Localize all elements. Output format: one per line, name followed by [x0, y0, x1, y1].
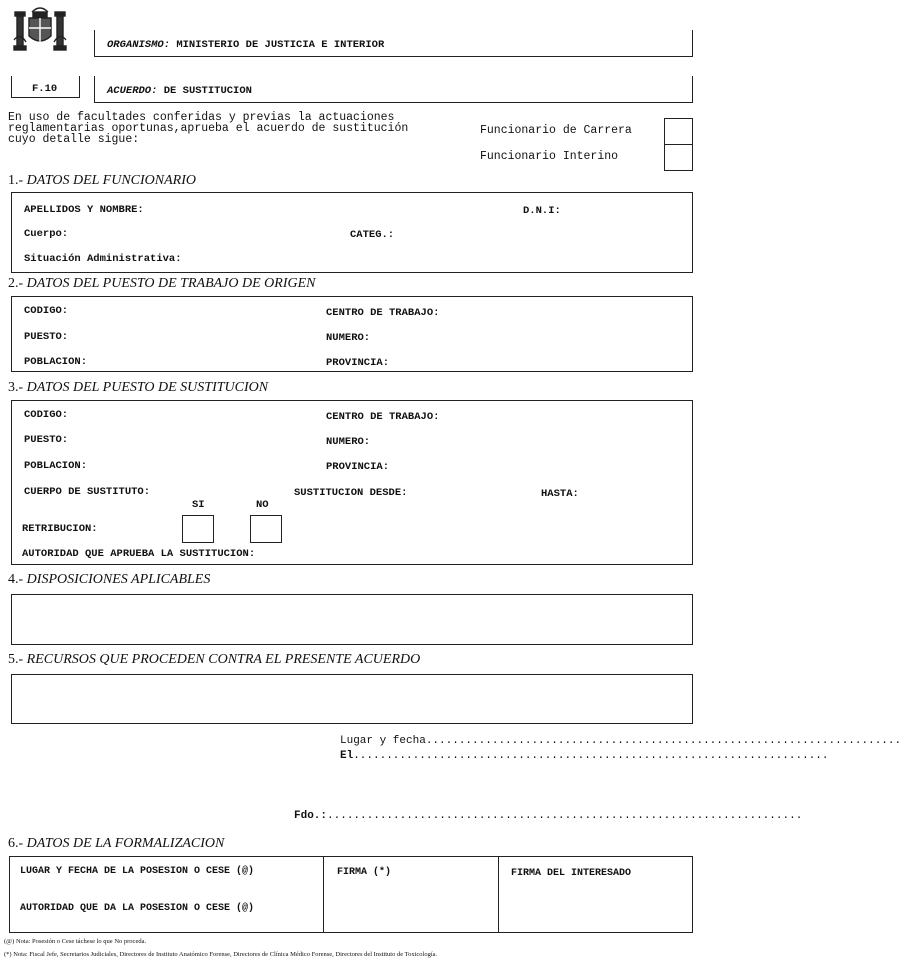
- formalizacion-divider-2: [498, 856, 499, 933]
- section-2-title: DATOS DEL PUESTO DE TRABAJO DE ORIGEN: [26, 276, 316, 291]
- autoridad-posesion-field[interactable]: AUTORIDAD QUE DA LA POSESION O CESE (@): [20, 903, 255, 914]
- dni-field[interactable]: D.N.I:: [523, 205, 561, 217]
- organismo-field[interactable]: [107, 39, 384, 51]
- cuerpo-field[interactable]: Cuerpo:: [24, 228, 69, 240]
- sust-codigo-field[interactable]: CODIGO:: [24, 409, 69, 421]
- origen-poblacion-field[interactable]: POBLACION:: [24, 356, 88, 368]
- sust-poblacion-field[interactable]: POBLACION:: [24, 460, 88, 472]
- section-3-box: [11, 400, 693, 565]
- checkbox-interino[interactable]: [664, 144, 693, 171]
- acuerdo-value: DE SUSTITUCION: [163, 85, 252, 97]
- section-2-heading: [8, 276, 315, 292]
- fdo-label: Fdo.:: [294, 810, 328, 822]
- checkbox-retribucion-si[interactable]: [182, 515, 214, 543]
- section-6-heading: [8, 836, 224, 852]
- origen-puesto-field[interactable]: PUESTO:: [24, 331, 69, 343]
- intro-line-3: cuyo detalle sigue:: [8, 133, 140, 146]
- coat-of-arms-emblem: [12, 2, 68, 56]
- retribucion-label: RETRIBUCION:: [22, 523, 98, 535]
- opt-carrera-label: Funcionario de Carrera: [480, 124, 632, 137]
- origen-codigo-field[interactable]: CODIGO:: [24, 305, 69, 317]
- form-code: F.10: [32, 83, 58, 95]
- section-6-number: 6.-: [8, 836, 24, 851]
- lugar-fecha-dots: ........................................................................: [425, 735, 901, 747]
- section-6-title: DATOS DE LA FORMALIZACION: [26, 836, 225, 851]
- checkbox-carrera[interactable]: [664, 118, 693, 145]
- lugar-fecha-label: Lugar y fecha: [340, 735, 426, 747]
- section-4-title: DISPOSICIONES APLICABLES: [26, 572, 211, 587]
- origen-centro-field[interactable]: CENTRO DE TRABAJO:: [326, 307, 440, 319]
- section-1-title: DATOS DEL FUNCIONARIO: [26, 173, 196, 188]
- note-2: (*) Nota: Fiscal Jefe, Secretarios Judiciales, Directores de Instituto Anatómico Forense, Directores de Clínica Médico Forense, Directores del Instituto de Toxicología.: [4, 951, 438, 958]
- formalizacion-divider-1: [323, 856, 324, 933]
- autoridad-sustitucion-field[interactable]: AUTORIDAD QUE APRUEBA LA SUSTITUCION:: [22, 548, 256, 560]
- si-label: SI: [192, 499, 205, 511]
- disposiciones-box[interactable]: [11, 594, 693, 645]
- fdo-dots: ........................................................................: [327, 810, 803, 822]
- section-5-heading: [8, 652, 420, 668]
- lugar-posesion-field[interactable]: LUGAR Y FECHA DE LA POSESION O CESE (@): [20, 866, 255, 877]
- no-label: NO: [256, 499, 269, 511]
- acuerdo-field[interactable]: [107, 85, 252, 97]
- section-1-heading: [8, 173, 196, 189]
- organismo-box-right: [692, 30, 693, 57]
- hasta-field[interactable]: HASTA:: [541, 488, 579, 500]
- section-3-heading: [8, 380, 268, 396]
- section-3-title: DATOS DEL PUESTO DE SUSTITUCION: [26, 380, 269, 395]
- firma-field[interactable]: FIRMA (*): [337, 867, 392, 878]
- acuerdo-label: ACUERDO:: [107, 85, 158, 97]
- sustitucion-desde-field[interactable]: SUSTITUCION DESDE:: [294, 487, 408, 499]
- sust-numero-field[interactable]: NUMERO:: [326, 436, 371, 448]
- organismo-label: ORGANISMO:: [107, 39, 171, 51]
- sust-centro-field[interactable]: CENTRO DE TRABAJO:: [326, 411, 440, 423]
- recursos-box[interactable]: [11, 674, 693, 724]
- section-4-number: 4.-: [8, 572, 24, 587]
- origen-provincia-field[interactable]: PROVINCIA:: [326, 357, 390, 369]
- fdo-field[interactable]: [294, 810, 803, 822]
- section-4-heading: [8, 572, 210, 588]
- opt-interino-label: Funcionario Interino: [480, 150, 619, 163]
- categ-field[interactable]: CATEG.:: [350, 229, 395, 241]
- cuerpo-sustituto-field[interactable]: CUERPO DE SUSTITUTO:: [24, 486, 151, 498]
- origen-numero-field[interactable]: NUMERO:: [326, 332, 371, 344]
- section-5-number: 5.-: [8, 652, 24, 667]
- intro-line-2: reglamentarias oportunas,aprueba el acuerdo de sustitución: [8, 122, 409, 135]
- section-3-number: 3.-: [8, 380, 24, 395]
- section-2-number: 2.-: [8, 276, 24, 291]
- apellidos-field[interactable]: APELLIDOS Y NOMBRE:: [24, 204, 144, 216]
- lugar-fecha-field[interactable]: [340, 735, 901, 747]
- section-5-title: RECURSOS QUE PROCEDEN CONTRA EL PRESENTE ACUERDO: [26, 652, 421, 667]
- organismo-value: MINISTERIO DE JUSTICIA E INTERIOR: [176, 39, 385, 51]
- firma-interesado-field[interactable]: FIRMA DEL INTERESADO: [511, 868, 632, 879]
- el-dots: ........................................................................: [353, 750, 829, 762]
- sust-puesto-field[interactable]: PUESTO:: [24, 434, 69, 446]
- situacion-field[interactable]: Situación Administrativa:: [24, 253, 182, 265]
- el-label: El: [340, 750, 354, 762]
- el-field[interactable]: [340, 750, 829, 762]
- note-1: (@) Nota: Posesión o Cese táchese lo que No proceda.: [4, 938, 147, 945]
- section-1-number: 1.-: [8, 173, 24, 188]
- intro-line-1: En uso de facultades conferidas y previas la actuaciones: [8, 111, 395, 124]
- checkbox-retribucion-no[interactable]: [250, 515, 282, 543]
- sust-provincia-field[interactable]: PROVINCIA:: [326, 461, 390, 473]
